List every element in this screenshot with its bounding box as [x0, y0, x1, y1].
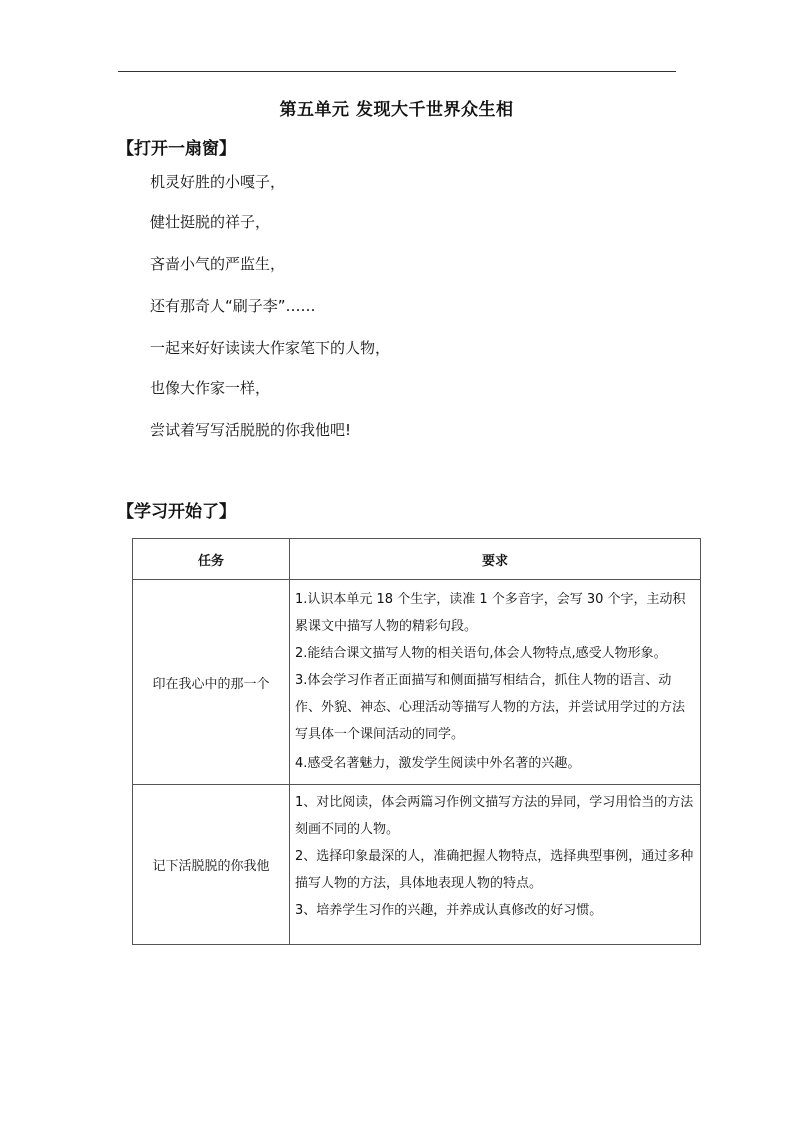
requirement-item: 4.感受名著魅力，激发学生阅读中外名著的兴趣。 — [295, 755, 581, 771]
task-name-cell: 印在我心中的那一个 — [133, 580, 290, 785]
intro-line: 机灵好胜的小嘎子， — [150, 173, 286, 191]
intro-line: 还有那奇人“刷子李”…… — [150, 297, 316, 315]
requirement-item: 3.体会学习作者正面描写和侧面描写相结合，抓住人物的语言、动作、外貌、神态、心理活动等描写人物的方法，并尝试用学过的方法写具体一个课间活动的同学。 — [295, 672, 686, 742]
task-name-cell: 记下活脱脱的你我他 — [133, 785, 290, 945]
requirement-item: 2.能结合课文描写人物的相关语句,体会人物特点,感受人物形象。 — [295, 645, 667, 661]
table-header-row — [133, 539, 701, 580]
intro-line: 吝啬小气的严监生， — [150, 255, 286, 273]
requirements-cell — [290, 580, 701, 785]
intro-line: 一起来好好读读大作家笔下的人物， — [150, 339, 391, 357]
requirement-item: 1、对比阅读，体会两篇习作例文描写方法的异同，学习用恰当的方法刻画不同的人物。 — [295, 795, 694, 837]
intro-line: 健壮挺脱的祥子， — [150, 213, 271, 231]
intro-line: 尝试着写写活脱脱的你我他吧! — [150, 421, 352, 439]
page-title: 第五单元 发现大千世界众生相 — [279, 100, 514, 120]
intro-line: 也像大作家一样， — [150, 379, 271, 397]
table-row — [133, 785, 701, 945]
column-header-task: 任务 — [133, 539, 290, 580]
section-heading-learning-start: 【学习开始了】 — [117, 502, 236, 522]
requirement-item: 2、选择印象最深的人，准确把握人物特点，选择典型事例，通过多种描写人物的方法，具体地表现人物的特点。 — [295, 849, 694, 891]
header-rule — [118, 71, 676, 72]
column-header-requirements: 要求 — [290, 539, 701, 580]
section-heading-open-window: 【打开一扇窗】 — [117, 139, 236, 159]
requirements-cell — [290, 785, 701, 945]
task-table — [132, 538, 701, 945]
table-row — [133, 580, 701, 785]
requirement-item: 1.认识本单元 18 个生字，读准 1 个多音字，会写 30 个字，主动积累课文中描写人物的精彩句段。 — [295, 591, 686, 634]
requirement-item: 3、培养学生习作的兴趣，并养成认真修改的好习惯。 — [295, 903, 603, 918]
